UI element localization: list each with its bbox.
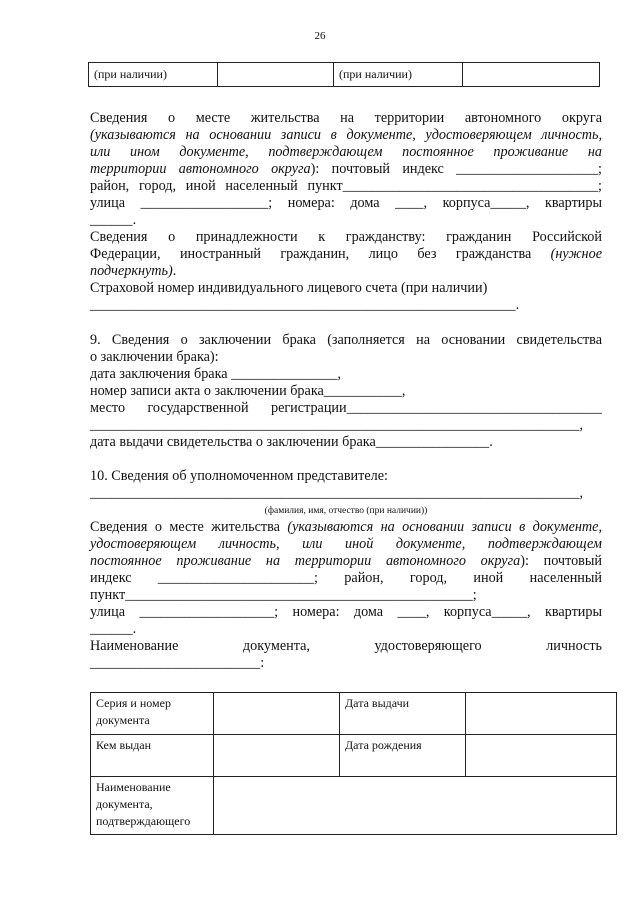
- birth-date-label: Дата рождения: [340, 735, 466, 777]
- representative-section: [90, 468, 602, 502]
- snils-section: [90, 280, 602, 314]
- residence-section: [90, 110, 602, 229]
- top-cell-1: (при наличии): [89, 63, 218, 87]
- rep-residence-line: удостоверяющем личность, или иной документе, подтверждающем: [90, 536, 602, 552]
- marriage-place-field-cont[interactable]: _____________________________________________________________________,: [90, 417, 584, 433]
- doc-name-label: Наименование документа, подтверждающего: [91, 777, 214, 835]
- marriage-line: о заключении брака):: [90, 349, 219, 365]
- issued-by-label: Кем выдан: [91, 735, 214, 777]
- rep-document-label: Наименование документа, удостоверяющего личность: [90, 638, 602, 654]
- top-table: [88, 62, 600, 87]
- series-label: Серия и номер документа: [91, 693, 214, 735]
- citizenship-section: [90, 229, 602, 280]
- marriage-place-field[interactable]: место государственной регистрации____________________________________: [90, 400, 602, 416]
- marriage-record-field[interactable]: номер записи акта о заключении брака___________,: [90, 383, 406, 399]
- marriage-date-field[interactable]: дата заключения брака _______________,: [90, 366, 342, 382]
- representative-name-field[interactable]: _____________________________________________________________________,: [90, 485, 584, 501]
- rep-residence-line: улица ___________________; номера: дома ____, корпуса_____, квартиры: [90, 604, 602, 620]
- marriage-certificate-date-field[interactable]: дата выдачи свидетельства о заключении брака________________.: [90, 434, 493, 450]
- representative-heading: 10. Сведения об уполномоченном представителе:: [90, 468, 388, 484]
- birth-date-value-cell[interactable]: [466, 735, 617, 777]
- representative-name-caption: (фамилия, имя, отчество (при наличии)): [264, 506, 428, 516]
- page-number: 26: [314, 30, 326, 42]
- marriage-line: 9. Сведения о заключении брака (заполняется на основании свидетельства: [90, 332, 602, 348]
- top-cell-2[interactable]: [218, 63, 334, 87]
- representative-residence: [90, 519, 602, 672]
- rep-residence-line: ______.: [90, 621, 137, 637]
- rep-residence-line: пункт_________________________________________________;: [90, 587, 477, 603]
- residence-line: район, город, иной населенный пункт____________________________________;: [90, 178, 602, 194]
- snils-label: Страховой номер индивидуального лицевого счета (при наличии): [90, 280, 488, 296]
- doc-name-value-cell[interactable]: [214, 777, 617, 835]
- citizenship-line: Федерации, иностранный гражданин, лицо без гражданства (нужное: [90, 246, 602, 262]
- residence-line: улица __________________; номера: дома ____, корпуса_____, квартиры: [90, 195, 602, 211]
- residence-line: территории автономного округа): почтовый индекс ____________________;: [90, 161, 602, 177]
- top-cell-3: (при наличии): [334, 63, 463, 87]
- series-value-cell[interactable]: [214, 693, 340, 735]
- citizenship-line: Сведения о принадлежности к гражданству: гражданин Российской: [90, 229, 602, 245]
- marriage-section: [90, 332, 602, 451]
- issue-date-value-cell[interactable]: [466, 693, 617, 735]
- residence-line: ______.: [90, 212, 137, 228]
- rep-residence-line: индекс ______________________; район, город, иной населенный: [90, 570, 602, 586]
- rep-residence-line: Сведения о месте жительства (указываются на основании записи в документе,: [90, 519, 602, 535]
- rep-document-field[interactable]: ________________________:: [90, 655, 265, 671]
- issue-date-label: Дата выдачи: [340, 693, 466, 735]
- citizenship-line: подчеркнуть).: [90, 263, 177, 279]
- rep-residence-line: постоянное проживание на территории автономного округа): почтовый: [90, 553, 603, 569]
- top-cell-4[interactable]: [463, 63, 600, 87]
- issued-by-value-cell[interactable]: [214, 735, 340, 777]
- residence-line: или ином документе, подтверждающем постоянное проживание на: [90, 144, 602, 160]
- document-table: [90, 692, 617, 835]
- residence-line: Сведения о месте жительства на территории автономного округа: [90, 110, 602, 126]
- residence-line: (указываются на основании записи в документе, удостоверяющем личность,: [90, 127, 602, 143]
- snils-field[interactable]: ____________________________________________________________.: [90, 297, 520, 313]
